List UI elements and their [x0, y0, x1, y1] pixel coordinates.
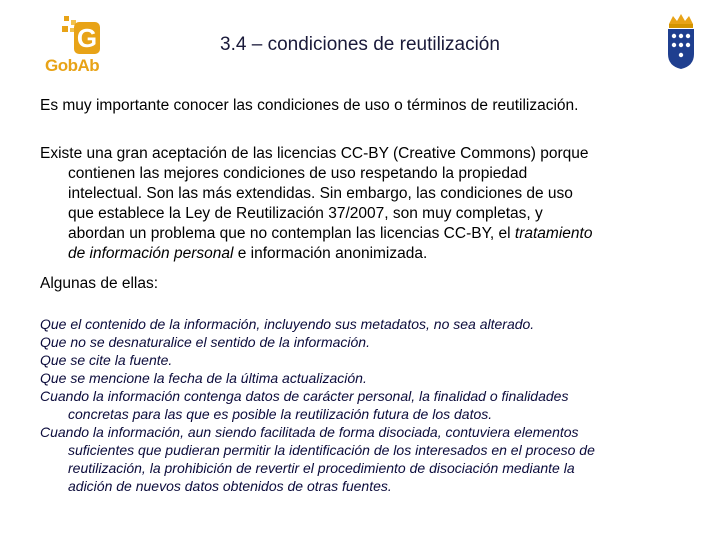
- condition-line: reutilización, la prohibición de revertir el procedimiento de disociación mediante la: [68, 460, 575, 476]
- licenses-line-6-text: e información anonimizada.: [233, 245, 428, 262]
- condition-item: [40, 315, 676, 333]
- condition-line: Cuando la información, aun siendo facilitada de forma disociada, contuviera elementos: [40, 424, 579, 440]
- condition-item: [40, 333, 676, 351]
- logo-text: GobAb: [45, 56, 100, 75]
- condition-line: Que se cite la fuente.: [40, 352, 173, 368]
- emphasis-text: tratamiento: [514, 225, 593, 242]
- page-title: 3.4 – condiciones de reutilización: [220, 34, 500, 55]
- licenses-line-3: intelectual. Son las más extendidas. Sin embargo, las condiciones de uso: [68, 185, 573, 202]
- emphasis-text: de información personal: [68, 245, 234, 262]
- licenses-line-6: [40, 244, 676, 264]
- condition-item: [40, 351, 676, 369]
- conditions-list: [40, 315, 676, 495]
- condition-line: suficientes que pudieran permitir la identificación de los interesados en el proceso de: [68, 442, 595, 458]
- condition-item: [40, 423, 676, 495]
- condition-line: Que se mencione la fecha de la última actualización.: [40, 370, 367, 386]
- condition-line: adición de nuevos datos obtenidos de otras fuentes.: [68, 478, 392, 494]
- condition-line: Que no se desnaturalice el sentido de la información.: [40, 334, 370, 350]
- licenses-line-4: que establece la Ley de Reutilización 37/2007, son muy completas, y: [68, 205, 543, 222]
- licenses-line-2: contienen las mejores condiciones de uso respetando la propiedad: [68, 165, 528, 182]
- some-label: Algunas de ellas:: [40, 275, 159, 292]
- svg-text:G: G: [76, 23, 98, 53]
- condition-line: concretas para las que es posible la reutilización futura de los datos.: [68, 406, 493, 422]
- licenses-line-5: [40, 224, 676, 244]
- condition-item: [40, 387, 676, 423]
- licenses-line-5-text: abordan un problema que no contemplan las licencias CC-BY, el: [68, 225, 515, 242]
- condition-line: Que el contenido de la información, incluyendo sus metadatos, no sea alterado.: [40, 316, 535, 332]
- condition-line: Cuando la información contenga datos de carácter personal, la finalidad o finalidades: [40, 388, 569, 404]
- intro-paragraph: Es muy importante conocer las condiciones de uso o términos de reutilización.: [40, 97, 579, 114]
- licenses-line-1: Existe una gran aceptación de las licencias CC-BY (Creative Commons) porque: [40, 145, 589, 162]
- condition-item: [40, 369, 676, 387]
- licenses-paragraph: [40, 144, 676, 264]
